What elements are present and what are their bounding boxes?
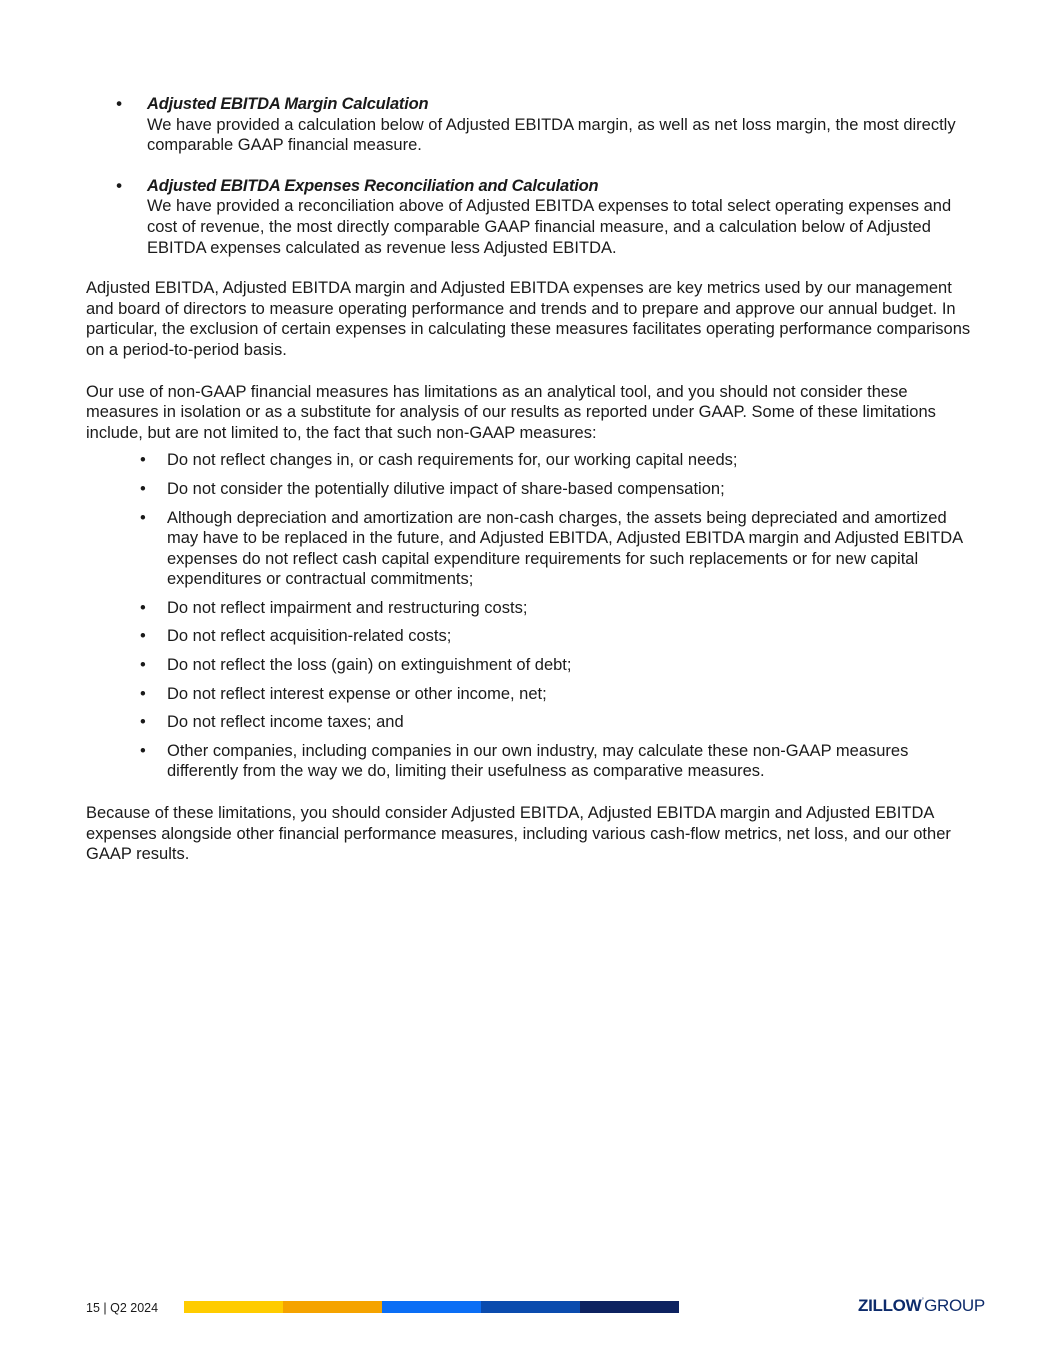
logo-mark: ’ [921,1296,924,1306]
bullet: • [140,741,146,760]
list-item-text: Do not reflect impairment and restructuring costs; [167,598,528,617]
color-bar-segment [283,1301,382,1313]
list-item [86,598,971,619]
key-metrics-paragraph: Adjusted EBITDA, Adjusted EBITDA margin and Adjusted EBITDA expenses are key metrics used by our management and board of directors to measure operating performance and trends and to prepare and approve our annual budget. In particular, the exclusion of certain expenses in calculating these measures facilitates operating performance comparisons on a period-to-period basis. [86,279,971,359]
list-item [86,684,971,705]
list-item-text: Do not reflect acquisition-related costs; [167,627,452,646]
highlight-title: Adjusted EBITDA Margin Calculation [147,95,429,113]
list-item [86,655,971,676]
zillow-group-logo [858,1296,985,1316]
list-item-text: Do not reflect income taxes; and [167,713,404,732]
bullet: • [116,95,122,113]
page-number: 15 | Q2 2024 [86,1301,159,1315]
limitations-list [86,450,971,782]
logo-text-strong: ZILLOW [858,1296,922,1315]
list-item [86,712,971,733]
bullet: • [140,627,146,646]
limitations-intro-paragraph: Our use of non-GAAP financial measures has limitations as an analytical tool, and you should not consider these measures in isolation or as a substitute for analysis of our results as reported under GAAP. Some of these limitations include, but are not limited to, the fact that such non-GAAP measures: [86,382,936,442]
bullet: • [116,176,122,195]
list-item-text: Do not reflect interest expense or other income, net; [167,684,547,703]
highlight-item [86,176,971,258]
bullet: • [140,479,146,498]
color-bar-segment [382,1301,481,1313]
highlight-body: We have provided a calculation below of Adjusted EBITDA margin, as well as net loss margin, the most directly comparable GAAP financial measure. [147,115,956,155]
list-item [86,626,971,647]
list-item-text: Although depreciation and amortization are non-cash charges, the assets being depreciated and amortized may have to be replaced in the future, and Adjusted EBITDA, Adjusted EBITDA margin and Adjusted EBITDA expenses do not reflect cash capital expenditure requirements for such replacements or for new capital expenditures or contractual commitments; [167,508,963,589]
bullet: • [140,713,146,732]
list-item-text: Do not consider the potentially dilutive impact of share-based compensation; [167,479,725,498]
highlight-item [86,94,971,156]
color-bar-segment [184,1301,283,1313]
list-item [86,479,971,500]
bullet: • [140,451,146,470]
bullet: • [140,656,146,675]
color-bar-segment [580,1301,679,1313]
list-item [86,741,971,782]
highlight-body: We have provided a reconciliation above of Adjusted EBITDA expenses to total select operating expenses and cost of revenue, the most directly comparable GAAP financial measure, and a calculation below of Adjusted EBITDA expenses calculated as revenue less Adjusted EBITDA. [147,197,952,257]
bullet: • [140,508,146,527]
list-item-text: Do not reflect changes in, or cash requirements for, our working capital needs; [167,451,738,470]
logo-text-light: GROUP [924,1296,985,1315]
list-item [86,450,971,471]
bullet: • [140,684,146,703]
highlight-title: Adjusted EBITDA Expenses Reconciliation and Calculation [147,176,599,195]
color-bar-segment [481,1301,580,1313]
bullet: • [140,598,146,617]
list-item-text: Other companies, including companies in our own industry, may calculate these non-GAAP measures differently from the way we do, limiting their usefulness as comparative measures. [167,741,909,781]
list-item-text: Do not reflect the loss (gain) on extinguishment of debt; [167,656,572,675]
document-body [86,94,971,886]
list-item [86,508,971,590]
conclusion-paragraph: Because of these limitations, you should consider Adjusted EBITDA, Adjusted EBITDA margin and Adjusted EBITDA expenses alongside other financial performance measures, including various cash-flow metrics, net loss, and our other GAAP results. [86,804,951,864]
